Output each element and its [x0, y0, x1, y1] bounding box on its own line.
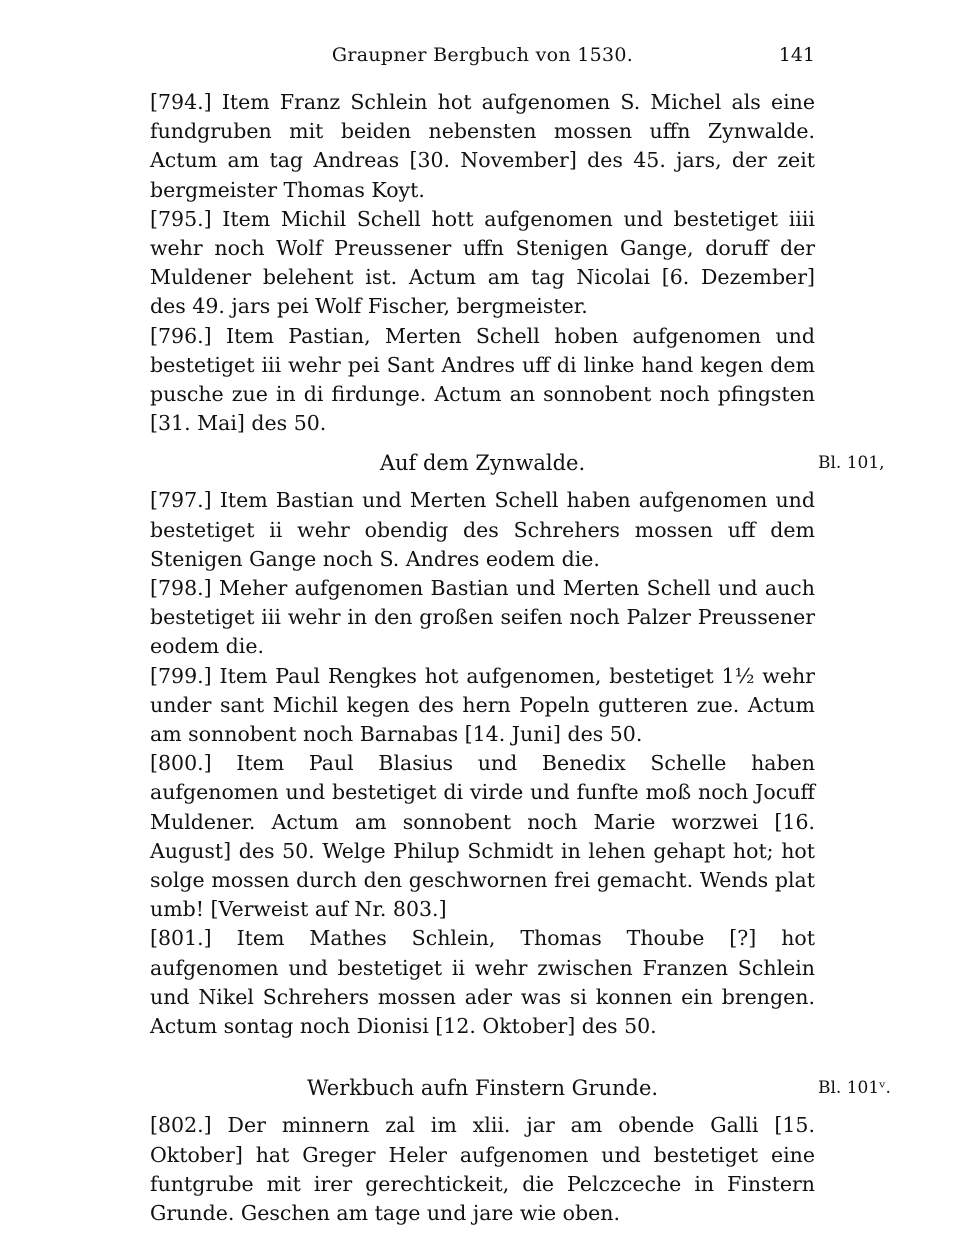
entry-801: [801.] Item Mathes Schlein, Thomas Thoube [?] hot aufgenomen und bestetiget ii wehr zwischen Franzen Schlein und Nikel Schrehers mossen ader was si konnen ein brengen. Actum sontag noch Dionisi [12. Oktober] des 50.	[150, 926, 815, 1039]
entry-802: [802.] Der minnern zal im xlii. jar am obende Galli [15. Oktober] hat Greger Heler aufgenomen und bestetiget eine funtgrube mit irer gerechtickeit, die Pelczceche in Finstern Grunde. Geschen am tage und jare wie oben.	[150, 1113, 815, 1225]
entry-798: [798.] Meher aufgenomen Bastian und Merten Schell und auch bestetiget iii wehr in den großen seifen noch Palzer Preussener eodem die.	[150, 576, 815, 659]
page-body	[150, 88, 891, 1228]
page-number: 141	[778, 44, 815, 66]
entry-796: [796.] Item Pastian, Merten Schell hoben aufgenomen und bestetiget iii wehr pei Sant Andres uff di linke hand kegen dem pusche zue in di firdunge. Actum an sonnobent noch pfingsten [31. Mai] des 50.	[150, 323, 815, 436]
entry-794: [794.] Item Franz Schlein hot aufgenomen S. Michel als eine fundgruben mit beiden nebensten mossen uffn Zynwalde. Actum am tag Andreas [30. November] des 45. jars, der zeit bergmeister Thomas Koyt.	[150, 90, 815, 202]
running-title: Graupner Bergbuch von 1530.	[331, 44, 634, 66]
section-heading-zynwalde	[150, 440, 885, 486]
folio-note: Bl. 101,	[818, 453, 885, 474]
folio-note: Bl. 101ᵛ.	[818, 1078, 891, 1099]
section-heading-text: Werkbuch aufn Finstern Grunde.	[306, 1076, 659, 1101]
section-heading-text: Auf dem Zynwalde.	[379, 451, 586, 476]
entry-800: [800.] Item Paul Blasius und Benedix Schelle haben aufgenomen und bestetiget di virde und funfte moß noch Jocuff Muldener. Actum am sonnobent noch Marie worzwei [16. August] des 50. Welge Philup Schmidt in lehen gehapt hot; hot solge mossen durch den geschwornen frei gemacht. Wends plat umb! [Verweist auf Nr. 803.]	[150, 751, 815, 922]
section-heading-finstern-grunde	[150, 1065, 891, 1111]
entry-799: [799.] Item Paul Rengkes hot aufgenomen, bestetiget 1½ wehr under sant Michil kegen des hern Popeln gutteren zue. Actum am sonnobent noch Barnabas [14. Juni] des 50.	[150, 663, 815, 747]
section-gap	[150, 1041, 815, 1063]
page-header	[150, 44, 815, 76]
entry-795: [795.] Item Michil Schell hott aufgenomen und bestetiget iiii wehr noch Wolf Preussener uffn Stenigen Gange, doruff der Muldener belehent ist. Actum am tag Nicolai [6. Dezember] des 49. jars pei Wolf Fischer, bergmeister.	[150, 206, 815, 319]
entry-797: [797.] Item Bastian und Merten Schell haben aufgenomen und bestetiget ii wehr obendig des Schrehers mossen uff dem Stenigen Gange noch S. Andres eodem die.	[150, 488, 815, 571]
